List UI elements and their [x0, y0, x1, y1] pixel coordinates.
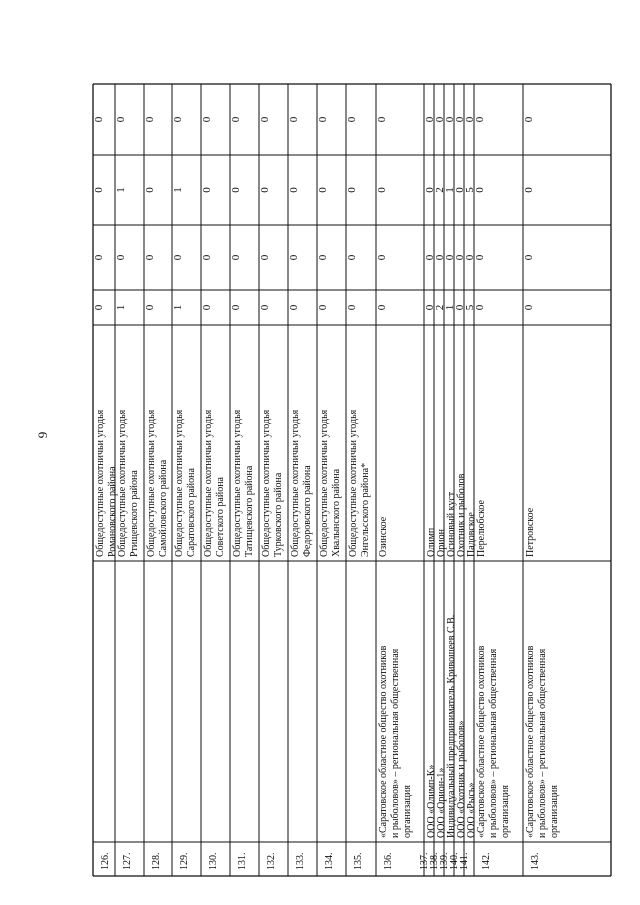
value-cell: 0 [115, 254, 127, 261]
value-cell: 0 [454, 304, 466, 311]
value-cell: 0 [424, 254, 436, 261]
hunting-area-name: Общедоступные охотничьи угодья [232, 409, 243, 557]
value-cell: 0 [144, 254, 156, 261]
value-cell: 0 [464, 116, 476, 123]
value-cell: 0 [474, 116, 486, 123]
value-cell: 1 [444, 304, 456, 311]
value-cell: 0 [454, 187, 466, 193]
row-number: 142. [481, 852, 492, 870]
row-number: 128. [151, 852, 162, 870]
value-cell: 0 [464, 254, 476, 261]
row-number: 132. [266, 852, 277, 870]
value-cell: 0 [230, 116, 242, 123]
value-cell: 1 [444, 187, 456, 193]
value-cell: 0 [454, 254, 466, 261]
hunting-area-name: Озинское [378, 516, 389, 557]
value-cell: 0 [172, 116, 184, 123]
organization-name: организация [549, 785, 560, 838]
row-number: 133. [295, 852, 306, 870]
value-cell: 0 [434, 116, 446, 123]
organization-name: и рыболовов» – региональная общественная [390, 648, 401, 838]
row-number: 130. [208, 852, 219, 870]
organization-name: Индивидуальный предприниматель Кривошеев С.В. [446, 614, 457, 838]
hunting-area-name: Осиновый куст [446, 491, 457, 557]
value-cell: 0 [317, 116, 329, 123]
organization-name: организация [500, 785, 511, 838]
organization-name: организация [402, 785, 413, 838]
page-number: 9 [35, 431, 50, 439]
value-cell: 0 [346, 304, 358, 311]
value-cell: 0 [230, 187, 242, 193]
organization-name: ООО «Орион-1» [436, 767, 447, 838]
row-number: 136. [383, 852, 394, 870]
value-cell: 0 [424, 116, 436, 123]
value-cell: 0 [259, 187, 271, 193]
value-cell: 0 [93, 254, 105, 261]
hunting-area-name: Общедоступные охотничьи угодья [261, 409, 272, 557]
hunting-area-name: Перелюбское [476, 500, 487, 557]
hunting-area-name: Общедоступные охотничьи угодья [117, 409, 128, 557]
organization-name: ООО «Олимп-К» [426, 764, 437, 838]
value-cell: 0 [523, 304, 535, 311]
row-number: 134. [324, 852, 335, 870]
organization-name: «Саратовское областное общество охотников [378, 645, 389, 838]
hunting-area-name: Общедоступные охотничьи угодья [319, 409, 330, 557]
organization-name: «Саратовское областное общество охотников [476, 645, 487, 838]
row-number: 137. [419, 852, 430, 870]
value-cell: 0 [474, 254, 486, 261]
row-number: 138. [429, 852, 440, 870]
hunting-area-name: Федоровского района [302, 465, 313, 557]
value-cell: 1 [172, 187, 184, 193]
value-cell: 0 [201, 187, 213, 193]
organization-name: «Саратовское областное общество охотников [525, 645, 536, 838]
value-cell: 0 [201, 254, 213, 261]
value-cell: 0 [115, 116, 127, 123]
hunting-area-name: Общедоступные охотничьи угодья [290, 409, 301, 557]
hunting-area-name: Энгельсского района* [360, 462, 371, 557]
value-cell: 0 [444, 116, 456, 123]
value-cell: 0 [523, 116, 535, 123]
value-cell: 0 [259, 304, 271, 311]
value-cell: 0 [474, 187, 486, 193]
value-cell: 1 [115, 187, 127, 193]
organization-name: и рыболовов» – региональная общественная [488, 648, 499, 838]
value-cell: 0 [317, 304, 329, 311]
value-cell: 0 [288, 254, 300, 261]
hunting-area-name: Хвалынского района [331, 468, 342, 557]
value-cell: 0 [424, 304, 436, 311]
row-number: 140. [449, 852, 460, 870]
value-cell: 0 [288, 116, 300, 123]
value-cell: 0 [144, 187, 156, 193]
value-cell: 0 [259, 116, 271, 123]
hunting-area-name: Саратовского района [186, 468, 197, 557]
value-cell: 0 [523, 254, 535, 261]
value-cell: 0 [317, 187, 329, 193]
hunting-area-name: Общедоступные охотничьи угодья [146, 409, 157, 557]
value-cell: 0 [346, 254, 358, 261]
hunting-area-name: Падовское [466, 512, 477, 557]
value-cell: 5 [464, 187, 476, 193]
row-number: 129. [179, 852, 190, 870]
value-cell: 1 [115, 304, 127, 311]
value-cell: 2 [434, 187, 446, 193]
value-cell: 0 [230, 254, 242, 261]
row-number: 139. [439, 852, 450, 870]
hunting-area-name: Турковского района [273, 472, 284, 557]
value-cell: 0 [434, 254, 446, 261]
row-number: 127. [122, 852, 133, 870]
organization-name: ООО «Охотник и рыболов» [456, 720, 467, 838]
hunting-area-name: Общедоступные охотничьи угодья [348, 409, 359, 557]
value-cell: 0 [172, 254, 184, 261]
value-cell: 0 [376, 116, 388, 123]
hunting-area-name: Романовского района [107, 466, 118, 557]
hunting-area-name: Самойловского района [158, 459, 169, 557]
value-cell: 0 [201, 116, 213, 123]
hunting-area-name: Общедоступные охотничьи угодья [174, 409, 185, 557]
value-cell: 1 [172, 304, 184, 311]
hunting-area-name: Ртищевского района [129, 470, 140, 557]
value-cell: 0 [454, 116, 466, 123]
hunting-area-name: Общедоступные охотничьи угодья [203, 409, 214, 557]
value-cell: 0 [93, 187, 105, 193]
row-number: 141. [459, 852, 470, 870]
value-cell: 0 [444, 254, 456, 261]
value-cell: 0 [346, 116, 358, 123]
value-cell: 0 [424, 187, 436, 193]
value-cell: 0 [230, 304, 242, 311]
value-cell: 0 [93, 116, 105, 123]
value-cell: 0 [259, 254, 271, 261]
value-cell: 0 [376, 187, 388, 193]
value-cell: 0 [288, 187, 300, 193]
row-number: 135. [353, 852, 364, 870]
row-number: 143. [530, 852, 541, 870]
value-cell: 0 [317, 254, 329, 261]
value-cell: 0 [376, 254, 388, 261]
value-cell: 0 [144, 304, 156, 311]
value-cell: 0 [201, 304, 213, 311]
value-cell: 0 [144, 116, 156, 123]
hunting-area-name: Охотник и рыболов [456, 473, 467, 557]
organization-name: ООО «Рысь» [466, 782, 477, 838]
hunting-area-name: Советского района [215, 477, 226, 557]
row-number: 131. [237, 852, 248, 870]
hunting-area-name: Орион [436, 529, 447, 557]
value-cell: 0 [288, 304, 300, 311]
hunting-area-name: Олимп [426, 527, 437, 557]
row-number: 126. [100, 852, 111, 870]
hunting-area-name: Татищевского района [244, 465, 255, 557]
value-cell: 0 [474, 304, 486, 311]
value-cell: 2 [434, 304, 446, 311]
value-cell: 0 [93, 304, 105, 311]
value-cell: 0 [346, 187, 358, 193]
hunting-area-name: Петровское [525, 507, 536, 557]
hunting-area-name: Общедоступные охотничьи угодья [95, 409, 106, 557]
organization-name: и рыболовов» – региональная общественная [537, 648, 548, 838]
value-cell: 5 [464, 304, 476, 311]
value-cell: 0 [376, 304, 388, 311]
value-cell: 0 [523, 187, 535, 193]
